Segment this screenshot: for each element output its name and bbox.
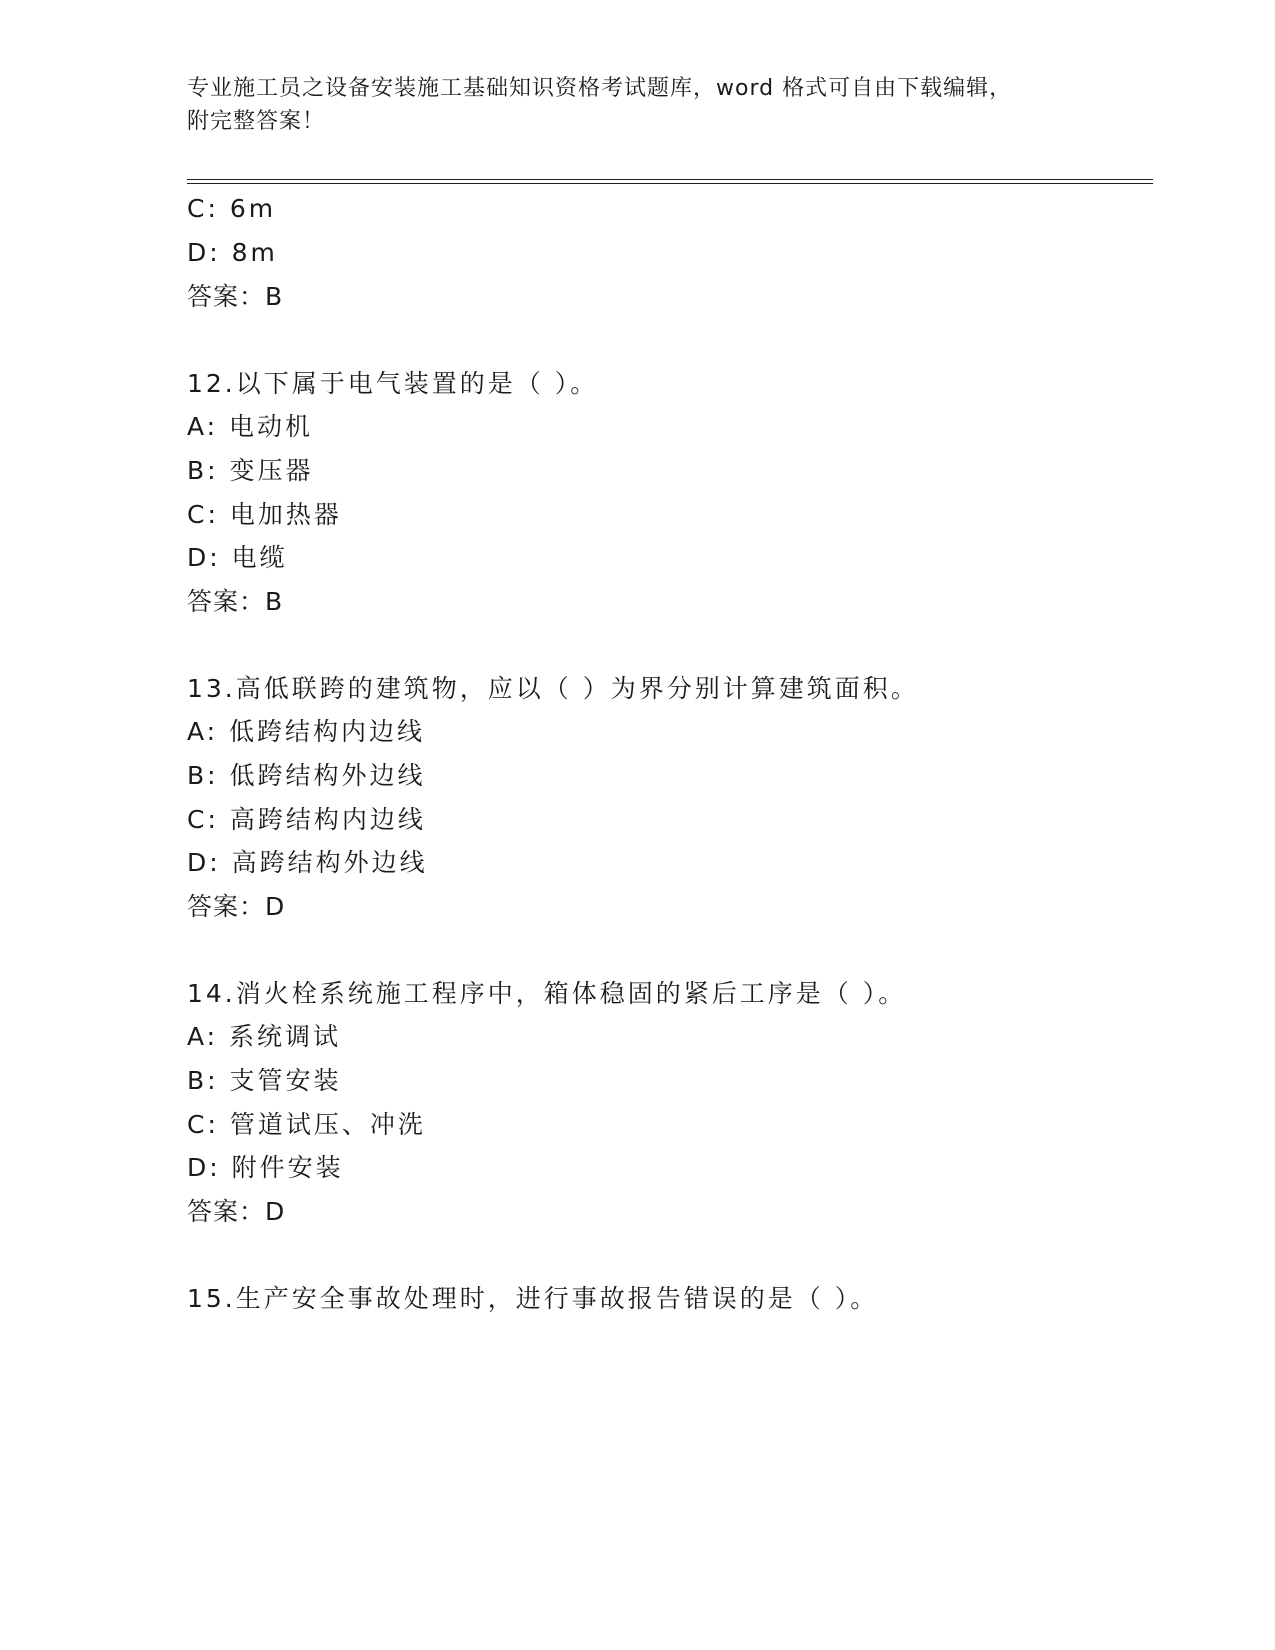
header-divider-bottom xyxy=(187,183,1153,184)
q14-option-b: B: 支管安装 xyxy=(187,1066,342,1095)
header-divider-top xyxy=(187,179,1153,180)
q13-question: 13.高低联跨的建筑物，应以（ ）为界分别计算建筑面积。 xyxy=(187,674,919,703)
q14-option-d: D: 附件安装 xyxy=(187,1153,344,1182)
q11-option-c: C: 6m xyxy=(187,194,277,223)
header-line-2: 附完整答案！ xyxy=(187,109,326,134)
q12-question: 12.以下属于电气装置的是（ ）。 xyxy=(187,369,599,398)
q14-option-c: C: 管道试压、冲洗 xyxy=(187,1110,426,1139)
q13-answer: 答案：D xyxy=(187,892,286,921)
q11-option-d: D: 8m xyxy=(187,238,278,267)
q12-option-d: D: 电缆 xyxy=(187,543,288,572)
document-header xyxy=(187,72,1087,138)
q13-option-b: B: 低跨结构外边线 xyxy=(187,761,426,790)
q12-option-b: B: 变压器 xyxy=(187,456,314,485)
header-line-1: 专业施工员之设备安装施工基础知识资格考试题库，word 格式可自由下载编辑， xyxy=(187,76,1013,101)
q14-option-a: A: 系统调试 xyxy=(187,1022,342,1051)
q12-option-a: A: 电动机 xyxy=(187,412,314,441)
q15-question: 15.生产安全事故处理时，进行事故报告错误的是（ ）。 xyxy=(187,1284,879,1313)
q13-option-a: A: 低跨结构内边线 xyxy=(187,717,426,746)
q11-answer: 答案：B xyxy=(187,282,284,311)
q14-answer: 答案：D xyxy=(187,1197,286,1226)
q12-answer: 答案：B xyxy=(187,587,284,616)
q13-option-d: D: 高跨结构外边线 xyxy=(187,848,428,877)
q12-option-c: C: 电加热器 xyxy=(187,500,342,529)
q13-option-c: C: 高跨结构内边线 xyxy=(187,805,426,834)
q14-question: 14.消火栓系统施工程序中，箱体稳固的紧后工序是（ ）。 xyxy=(187,979,907,1008)
